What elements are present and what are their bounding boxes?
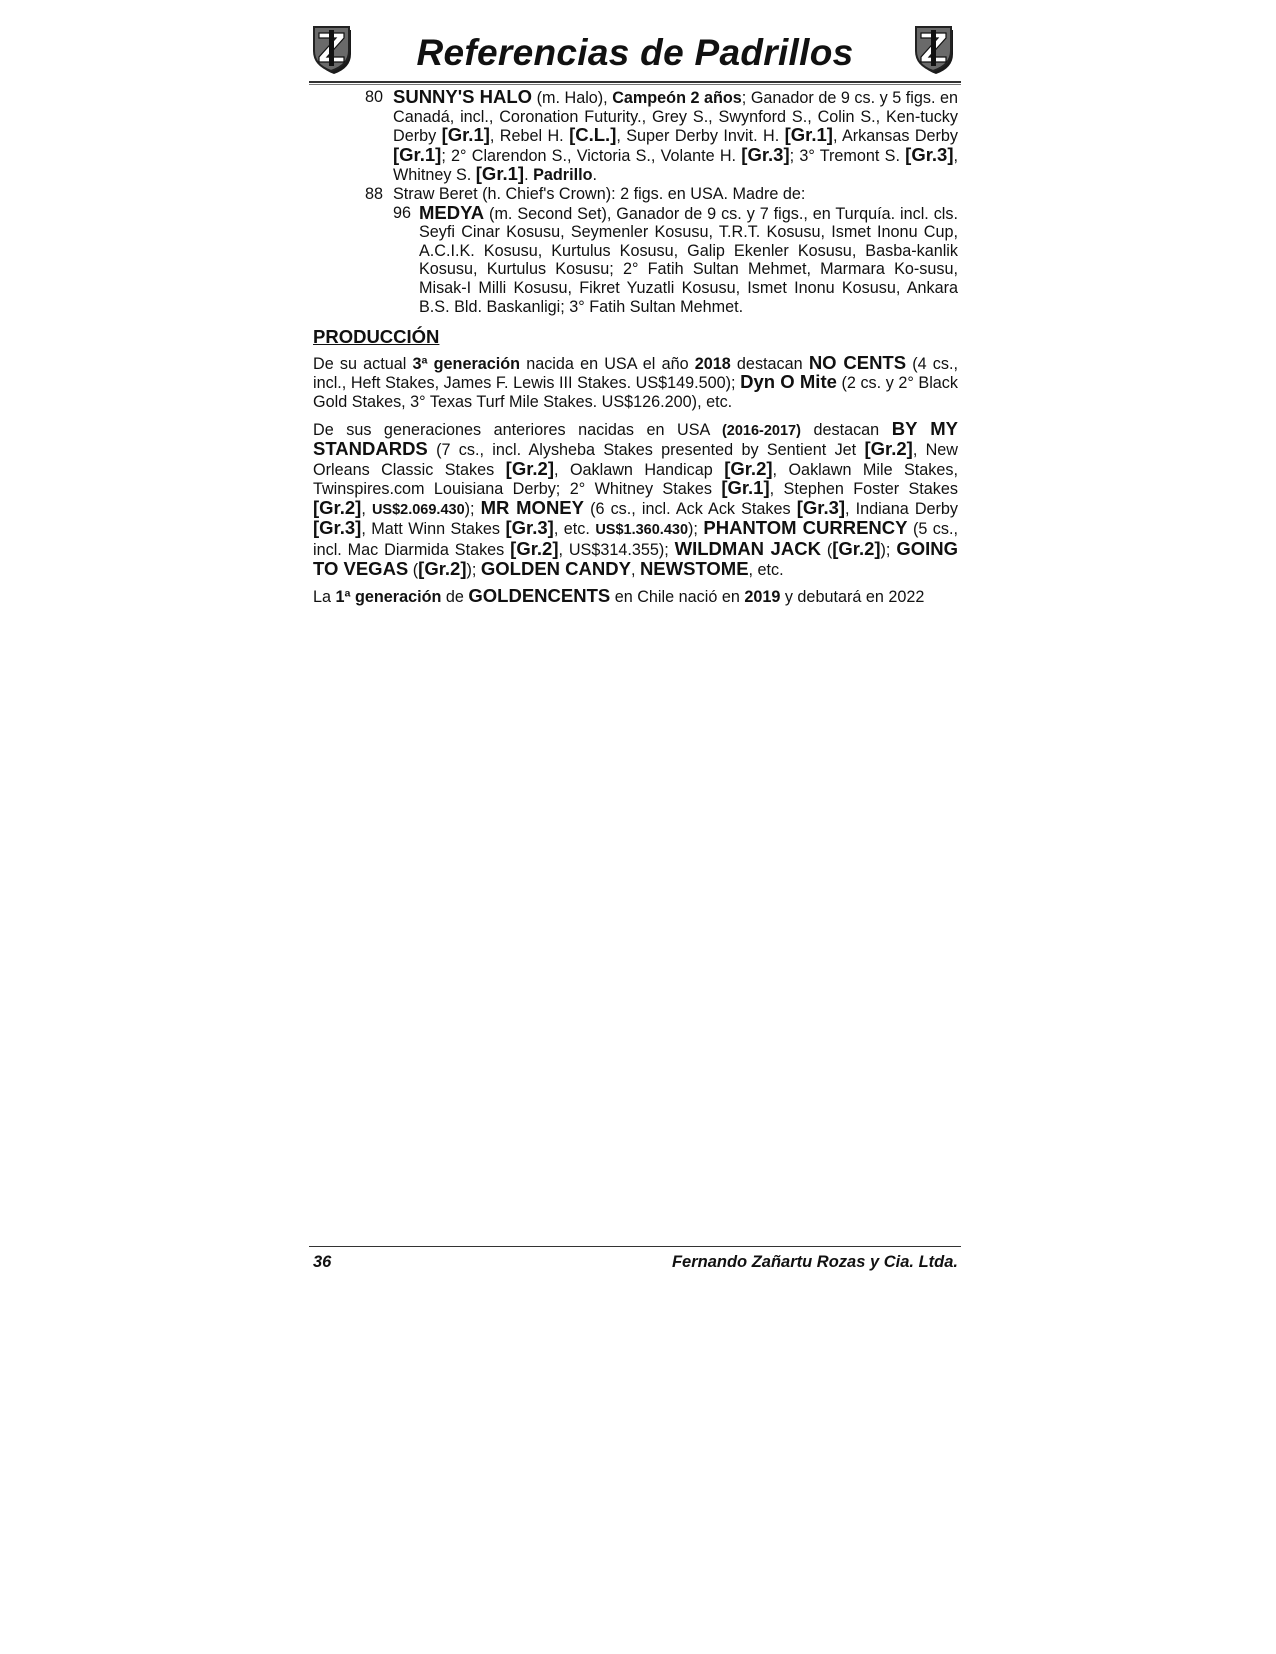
body-text: , Matt Winn Stakes: [361, 520, 506, 539]
body-text: (m. Halo),: [532, 89, 613, 107]
page-content: [313, 88, 958, 607]
body-text: ; Ganador de 9 cs. y 5 figs. en Canadá, incl., Coronation Futurity., Grey S., Swynford S., Colin S., Ken-tucky Derby: [393, 89, 958, 146]
body-text: en Chile nació en: [610, 588, 745, 607]
body-text: , New Orleans Classic Stakes: [313, 441, 958, 479]
body-text: Straw Beret (h. Chief's Crown): 2 figs. en USA. Madre de:: [393, 184, 806, 203]
body-text: destacan: [730, 354, 809, 373]
production-paragraph: [313, 417, 959, 580]
entry-year: 80: [365, 88, 384, 106]
pedigree-entry: [313, 201, 958, 317]
emphasis-text: Dyn O Mite: [740, 371, 837, 393]
body-text: (6 cs., incl. Ack Ack Stakes: [584, 499, 797, 518]
emphasis-text: US$1.360.430: [595, 522, 689, 539]
production-paragraph: [313, 351, 958, 412]
body-text: , US$314.355);: [558, 541, 675, 560]
emphasis-text: [Gr.1]: [475, 163, 525, 185]
emphasis-text: NO CENTS: [808, 351, 907, 373]
emphasis-text: [Gr.3]: [905, 143, 954, 165]
body-text: (2 cs. y 2° Black Gold Stakes, 3° Texas Turf Mile Stakes. US$126.200), etc.: [313, 374, 958, 411]
production-paragraphs: [313, 351, 959, 607]
emphasis-text: [Gr.3]: [313, 517, 362, 539]
emphasis-text: [Gr.2]: [510, 538, 559, 560]
emphasis-text: GOLDENCENTS: [468, 585, 611, 607]
body-text: De su actual: [313, 354, 413, 373]
body-text: );: [688, 520, 704, 539]
body-text: ,: [361, 499, 372, 518]
body-text: .: [592, 166, 597, 185]
body-text: , Arkansas Derby: [832, 127, 958, 146]
emphasis-text: [Gr.3]: [796, 496, 846, 518]
emphasis-text: 1ª generación: [335, 588, 442, 607]
emphasis-text: BY MY STANDARDS: [313, 417, 959, 460]
body-text: );: [464, 499, 481, 518]
body-text: , Whitney S.: [393, 146, 958, 185]
footer-divider: [309, 1246, 961, 1247]
production-paragraph: [313, 587, 958, 607]
page-number: 36: [313, 1253, 332, 1271]
body-text: De sus generaciones anteriores nacidas en USA: [313, 420, 722, 439]
body-text: , Super Derby Invit. H.: [616, 127, 785, 146]
document-page: [309, 0, 961, 1654]
body-text: , etc.: [553, 520, 596, 539]
emphasis-text: MEDYA: [419, 201, 485, 223]
emphasis-text: 3ª generación: [412, 354, 521, 373]
publisher-name: Fernando Zañartu Rozas y Cia. Ltda.: [671, 1253, 958, 1271]
body-text: (5 cs., incl. Mac Diarmida Stakes: [313, 520, 958, 560]
body-text: );: [880, 541, 897, 560]
body-text: (m. Second Set), Ganador de 9 cs. y 7 figs., en Turquía. incl. cls. Seyfi Cinar Kosusu, Seymenler Kosusu, T.R.T. Kosusu, Ismet Inonu Cup, A.C.I.K. Kosusu, Kurtulus Kosusu, Galip Ekenler Kosusu, Basba-kanlik Kosusu, Kurtulus Kosusu; 2° Fatih Sultan Mehmet, Marmara Ko-susu, Misak-I Milli Kosusu, Fikret Yuzatli Kosusu, Ismet Inonu Kosusu, Ankara B.S. Bld. Baskanligi; 3° Fatih Sultan Mehmet.: [419, 204, 958, 316]
body-text: , Oaklawn Mile Stakes, Twinspires.com Louisiana Derby; 2° Whitney Stakes: [313, 460, 958, 499]
body-text: );: [466, 560, 481, 579]
emphasis-text: GOLDEN CANDY: [480, 557, 631, 579]
body-text: , Stephen Foster Stakes: [769, 480, 958, 499]
entry-year: 88: [365, 184, 384, 203]
body-text: (7 cs., incl. Alysheba Stakes presented by Sentient Jet: [427, 441, 865, 460]
body-text: , Indiana Derby: [845, 499, 959, 518]
zr-shield-logo-icon: [911, 24, 961, 76]
emphasis-text: [Gr.2]: [505, 457, 554, 479]
emphasis-text: [Gr.2]: [313, 496, 362, 518]
emphasis-text: [Gr.2]: [418, 557, 467, 579]
emphasis-text: [Gr.2]: [724, 457, 773, 479]
body-text: ; 2° Clarendon S., Victoria S., Volante H.: [441, 146, 742, 165]
emphasis-text: 2018: [694, 354, 731, 373]
page-title: Referencias de Padrillos: [416, 32, 854, 73]
emphasis-text: [Gr.1]: [393, 143, 442, 165]
body-text: La: [313, 588, 336, 607]
emphasis-text: WILDMAN JACK: [674, 538, 821, 560]
body-text: (: [820, 541, 833, 560]
emphasis-text: PHANTOM CURRENCY: [703, 517, 908, 539]
emphasis-text: [Gr.2]: [832, 538, 881, 560]
section-title: PRODUCCIÓN: [313, 326, 440, 348]
body-text: destacan: [800, 420, 892, 439]
emphasis-text: US$2.069.430: [371, 501, 465, 518]
body-text: (: [408, 560, 419, 579]
pedigree-entry: [313, 185, 958, 204]
entry-year: 96: [393, 203, 412, 222]
emphasis-text: Campeón 2 años: [612, 89, 742, 107]
body-text: ,: [630, 560, 640, 579]
emphasis-text: [C.L.]: [569, 124, 617, 146]
pedigree-entries: [313, 88, 958, 316]
header-divider: [309, 81, 961, 85]
emphasis-text: [Gr.1]: [721, 477, 770, 499]
body-text: , Rebel H.: [489, 127, 570, 146]
emphasis-text: [Gr.3]: [741, 143, 790, 165]
emphasis-text: GOING TO VEGAS: [313, 538, 958, 579]
emphasis-text: [Gr.1]: [784, 124, 833, 146]
emphasis-text: MR MONEY: [480, 496, 584, 518]
emphasis-text: [Gr.3]: [505, 517, 554, 539]
pedigree-entry: [313, 88, 958, 185]
emphasis-text: NEWSTOME: [639, 557, 749, 579]
body-text: , Oaklawn Handicap: [554, 460, 725, 479]
body-text: .: [524, 166, 534, 185]
emphasis-text: SUNNY'S HALO: [393, 86, 533, 107]
emphasis-text: [Gr.2]: [864, 438, 913, 460]
body-text: de: [441, 588, 469, 607]
emphasis-text: [Gr.1]: [441, 124, 490, 146]
emphasis-text: Padrillo: [533, 166, 593, 185]
body-text: (4 cs., incl., Heft Stakes, James F. Lewis III Stakes. US$149.500);: [313, 354, 958, 393]
body-text: ; 3° Tremont S.: [789, 146, 906, 165]
emphasis-text: 2019: [744, 588, 781, 607]
body-text: y debutará en 2022: [780, 588, 925, 607]
body-text: nacida en USA el año: [520, 354, 695, 373]
body-text: , etc.: [748, 560, 784, 579]
emphasis-text: (2016-2017): [721, 422, 801, 439]
